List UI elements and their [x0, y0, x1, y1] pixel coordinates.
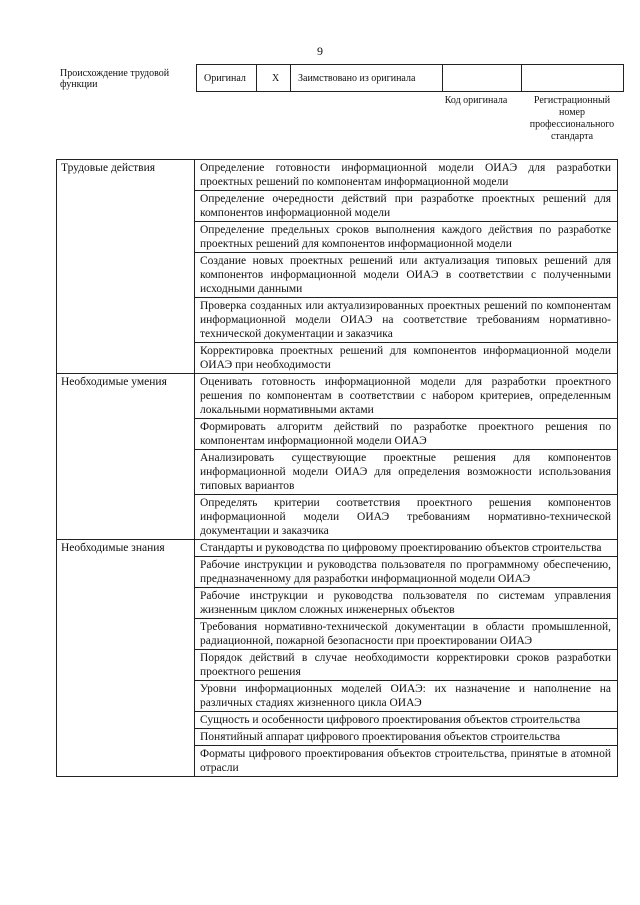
origin-divider — [256, 65, 257, 91]
table-row: Формировать алгоритм действий по разработке проектного решения по компонентам информационной модели ОИАЭ — [195, 418, 618, 449]
origin-divider — [623, 65, 624, 91]
registration-label: Регистрационный номер профессионального стандарта — [529, 95, 615, 142]
section-skills — [57, 373, 618, 539]
origin-divider — [196, 65, 197, 91]
origin-original-label: Оригинал — [204, 72, 246, 84]
page-number: 9 — [317, 44, 323, 58]
table-row: Понятийный аппарат цифрового проектирования объектов строительства — [195, 728, 618, 745]
code-label: Код оригинала — [444, 95, 508, 106]
table-row: Анализировать существующие проектные решения для компонентов информационной модели ОИАЭ для определения возможности использования типовых вариантов — [195, 449, 618, 494]
table-row: Оценивать готовность информационной модели для разработки проектного решения по компонентам в соответствии с набором критериев, определенным локальными нормативными актами — [195, 374, 618, 418]
table-row: Уровни информационных моделей ОИАЭ: их назначение и наполнение на различных стадиях жизненного цикла ОИАЭ — [195, 680, 618, 711]
origin-divider — [521, 65, 522, 91]
table-row: Рабочие инструкции и руководства пользователя по программному обеспечению, предназначенному для разработки информационной модели ОИАЭ — [195, 556, 618, 587]
origin-divider — [290, 65, 291, 91]
section-label: Необходимые умения — [57, 374, 195, 539]
table-row: Форматы цифрового проектирования объектов строительства, принятые в атомной отрасли — [195, 745, 618, 776]
table-row: Сущность и особенности цифрового проектирования объектов строительства — [195, 711, 618, 728]
section-label: Необходимые знания — [57, 540, 195, 776]
table-row: Стандарты и руководства по цифровому проектированию объектов строительства — [195, 540, 618, 556]
function-table — [56, 159, 618, 777]
table-row: Требования нормативно-технической документации в области промышленной, радиационной, пожарной безопасности при проектировании ОИАЭ — [195, 618, 618, 649]
table-row: Определять критерии соответствия проектного решения компонентов информационной модели ОИАЭ требованиям нормативно-технической документации и заказчика — [195, 494, 618, 539]
origin-label: Происхождение трудовой функции — [60, 68, 170, 90]
table-row: Рабочие инструкции и руководства пользователя по системам управления жизненным циклом сложных инженерных объектов — [195, 587, 618, 618]
section-labor-actions — [57, 160, 618, 373]
table-row: Определение очередности действий при разработке проектных решений для компонентов информационной модели — [195, 190, 618, 221]
origin-divider — [442, 65, 443, 91]
origin-box — [196, 64, 624, 92]
table-row: Корректировка проектных решений для компонентов информационной модели ОИАЭ при необходимости — [195, 342, 618, 373]
table-row: Определение предельных сроков выполнения каждого действия по разработке проектных решений для компонентов информационной модели — [195, 221, 618, 252]
section-knowledge — [57, 539, 618, 776]
table-row: Определение готовности информационной модели ОИАЭ для разработки проектных решений по компонентам информационной модели — [195, 160, 618, 190]
origin-mark: X — [272, 72, 280, 84]
table-row: Проверка созданных или актуализированных проектных решений по компонентам информационной модели ОИАЭ на соответствие требованиям нормативно-технической документации и заказчика — [195, 297, 618, 342]
origin-borrowed-label: Заимствовано из оригинала — [298, 72, 416, 84]
table-row: Создание новых проектных решений или актуализация типовых решений для компонентов информационной модели ОИАЭ в соответствии с полученными исходными данными — [195, 252, 618, 297]
section-label: Трудовые действия — [57, 160, 195, 373]
table-row: Порядок действий в случае необходимости корректировки сроков разработки проектного решения — [195, 649, 618, 680]
